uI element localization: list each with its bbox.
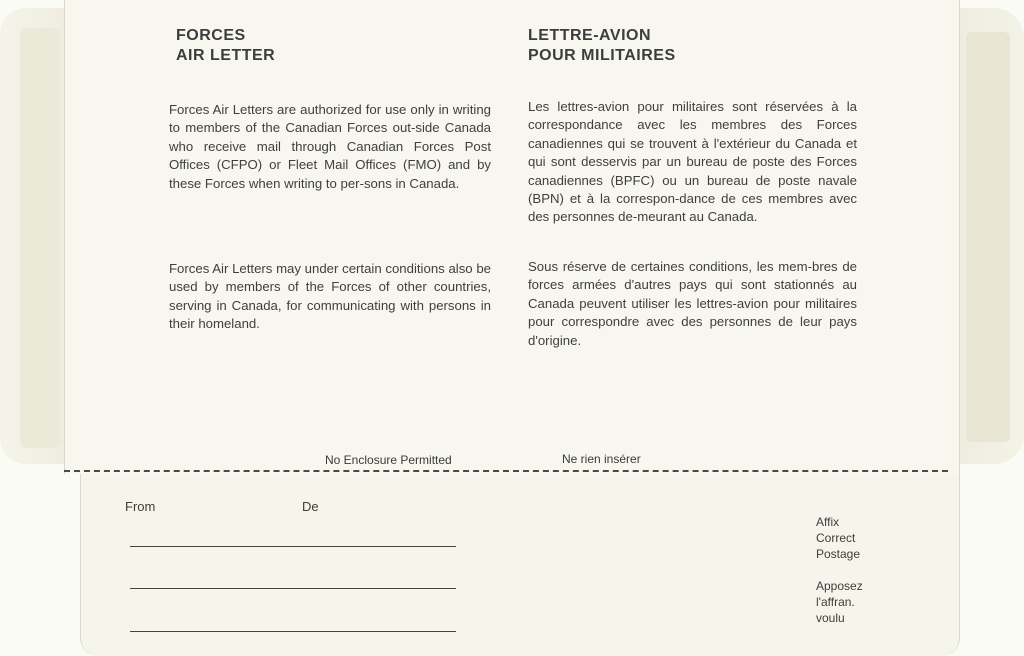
postage-english-line1: Affix <box>816 515 840 529</box>
french-title <box>528 26 676 66</box>
right-flap-inner <box>966 32 1010 442</box>
english-paragraph-2: Forces Air Letters may under certain conditions also be used by members of the Forces of other countries, serving in Canada, for communicating with persons in their homeland. <box>169 261 491 332</box>
no-enclosure-english: No Enclosure Permitted <box>325 453 452 467</box>
postage-french <box>816 578 886 626</box>
french-paragraph-2: Sous réserve de certaines conditions, les mem-bres de forces armées d'autres pays qui sont stationnés au Canada peuvent utiliser les lettres-avion pour militaires pour correspondre avec des personnes de leur pays d'origine. <box>528 259 857 348</box>
address-line-3[interactable] <box>130 631 456 632</box>
address-line-1[interactable] <box>130 546 456 547</box>
postage-french-line3: voulu <box>816 611 845 625</box>
english-title <box>176 26 275 66</box>
postage-english-line2: Correct <box>816 531 856 545</box>
address-line-2[interactable] <box>130 588 456 589</box>
from-label: From <box>125 499 156 514</box>
english-title-line1: FORCES <box>176 27 246 44</box>
french-title-line1: LETTRE-AVION <box>528 27 652 44</box>
fold-dashed-line <box>64 470 948 472</box>
postage-english-line3: Postage <box>816 547 861 561</box>
postage-french-line2: l'affran. <box>816 595 855 609</box>
postage-french-line1: Apposez <box>816 579 863 593</box>
english-paragraph-1: Forces Air Letters are authorized for use only in writing to members of the Canadian Forces out-side Canada who receive mail through Canadian Forces Post Offices (CFPO) or Fleet Mail Offices (FMO) and by these Forces when writing to per-sons in Canada. <box>169 102 491 191</box>
french-paragraph-1: Les lettres-avion pour militaires sont réservées à la correspondance avec les membres des Forces canadiennes qui se trouvent à l'extérieur du Canada et qui sont desservis par un bureau de poste des Forces canadiennes (BPFC) ou un bureau de poste navale (BPN) et à la correspon-dance de ces membres avec des personnes de-meurant au Canada. <box>528 99 857 225</box>
address-panel <box>80 474 960 656</box>
no-enclosure-french: Ne rien insérer <box>562 452 641 466</box>
de-label: De <box>302 499 319 514</box>
english-title-line2: AIR LETTER <box>176 47 276 64</box>
letter-panel <box>64 0 960 474</box>
left-flap-inner <box>20 28 60 448</box>
left-flap <box>0 8 66 464</box>
right-flap <box>956 8 1024 464</box>
postage-english <box>816 514 886 562</box>
french-title-line2: POUR MILITAIRES <box>528 47 676 64</box>
